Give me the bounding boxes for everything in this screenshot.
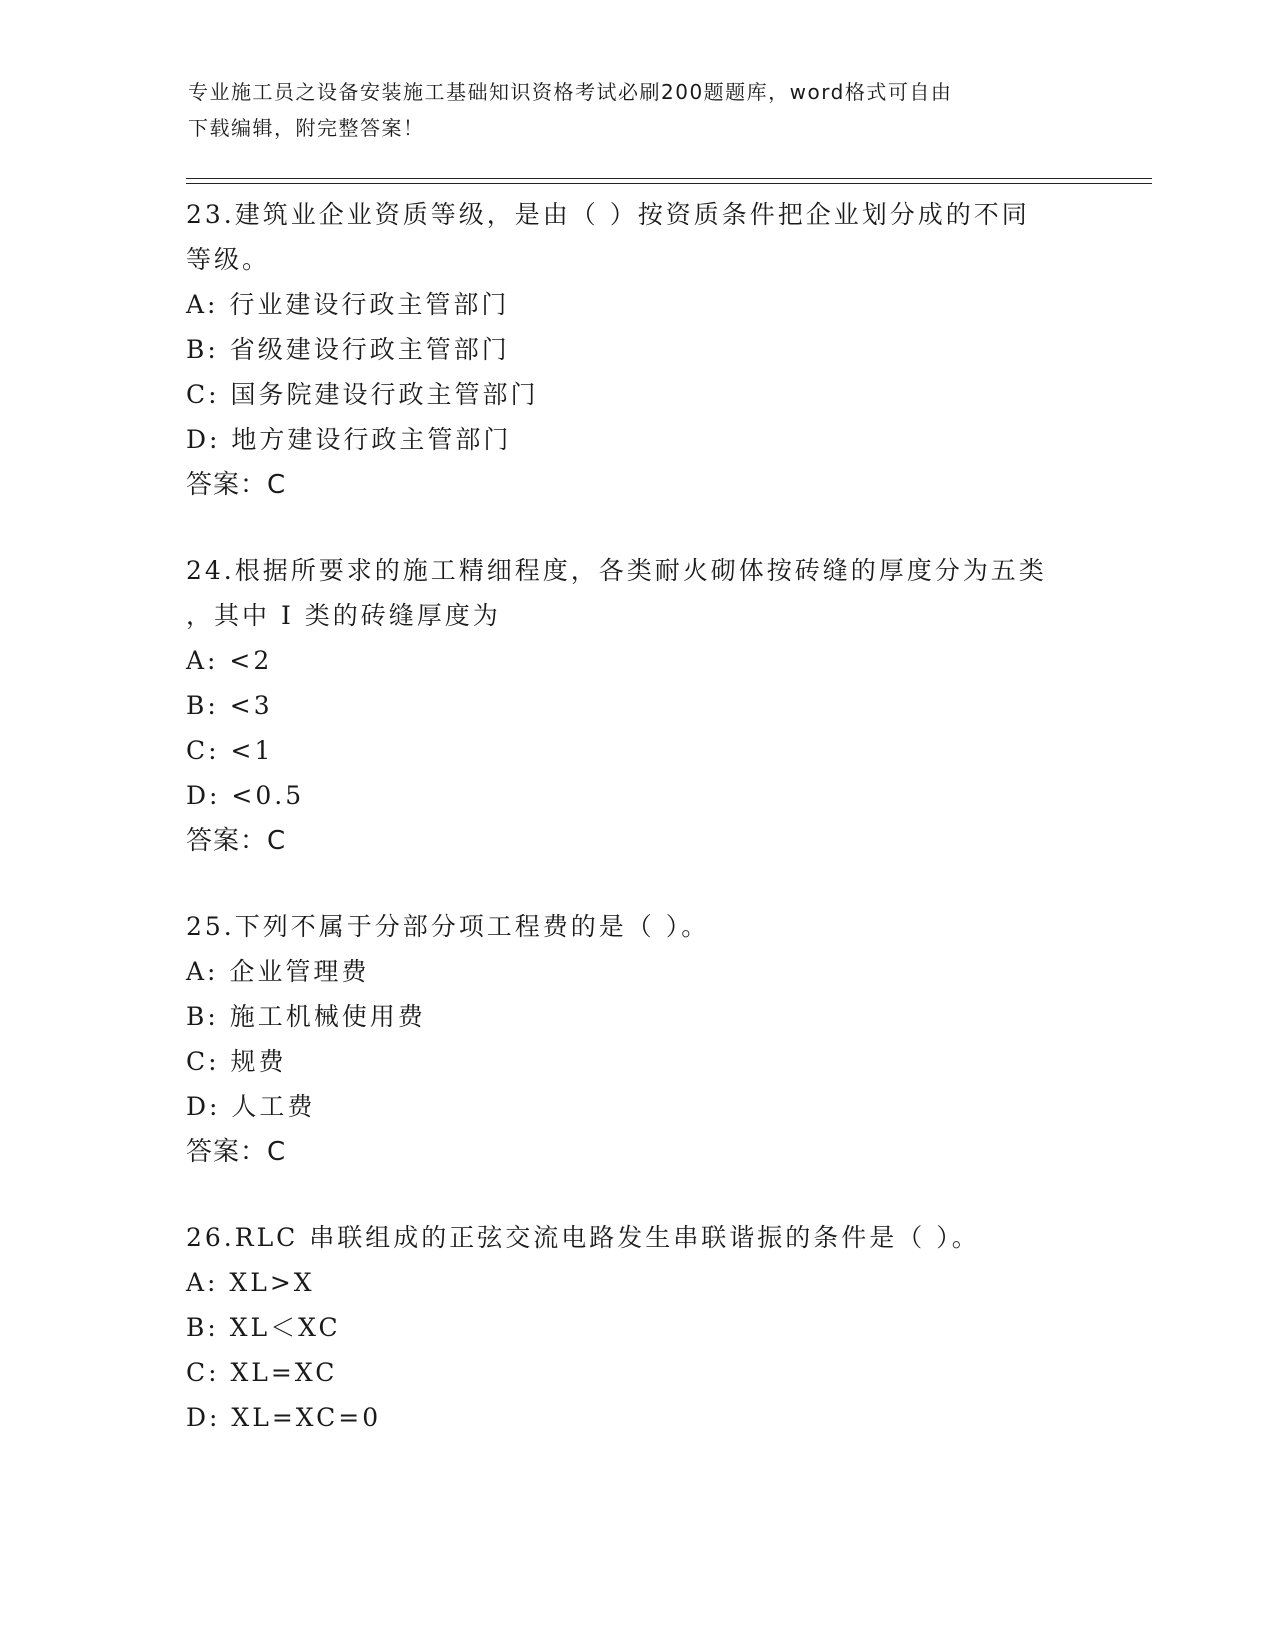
question-25 [186, 904, 1086, 1175]
option-b: B: 施工机械使用费 [186, 1002, 426, 1031]
question-stem: 26.RLC 串联组成的正弦交流电路发生串联谐振的条件是（ ）。 [186, 1223, 980, 1252]
option-d: D: 人工费 [186, 1092, 316, 1121]
option-b: B: XL＜XC [186, 1313, 341, 1342]
option-a: A: 企业管理费 [186, 957, 370, 986]
question-26 [186, 1215, 1086, 1440]
option-a: A: <2 [186, 646, 273, 675]
question-stem: 等级。 [186, 245, 271, 274]
question-stem: 24.根据所要求的施工精细程度，各类耐火砌体按砖缝的厚度分为五类 [186, 556, 1047, 585]
option-c: C: 国务院建设行政主管部门 [186, 380, 539, 409]
answer: 答案：C [186, 470, 287, 500]
option-c: C: <1 [186, 736, 274, 765]
option-a: A: XL>X [186, 1268, 315, 1297]
header-divider [186, 178, 1152, 179]
header-line: 下载编辑，附完整答案！ [188, 116, 425, 140]
question-stem: ，其中 I 类的砖缝厚度为 [186, 601, 501, 630]
option-c: C: XL=XC [186, 1358, 338, 1387]
header-divider [186, 183, 1152, 184]
answer: 答案：C [186, 1137, 287, 1167]
option-b: B: <3 [186, 691, 273, 720]
option-d: D: 地方建设行政主管部门 [186, 425, 512, 454]
option-d: D: <0.5 [186, 781, 305, 810]
question-stem: 23.建筑业企业资质等级，是由（ ）按资质条件把企业划分成的不同 [186, 200, 1030, 229]
document-header [188, 74, 1088, 146]
question-24 [186, 548, 1086, 864]
option-c: C: 规费 [186, 1047, 287, 1076]
question-list [186, 192, 1086, 1480]
question-23 [186, 192, 1086, 508]
header-line: 专业施工员之设备安装施工基础知识资格考试必刷200题题库，word格式可自由 [188, 80, 953, 104]
option-a: A: 行业建设行政主管部门 [186, 290, 510, 319]
answer: 答案：C [186, 826, 287, 856]
option-d: D: XL=XC=0 [186, 1403, 382, 1432]
option-b: B: 省级建设行政主管部门 [186, 335, 510, 364]
question-stem: 25.下列不属于分部分项工程费的是（ ）。 [186, 912, 710, 941]
